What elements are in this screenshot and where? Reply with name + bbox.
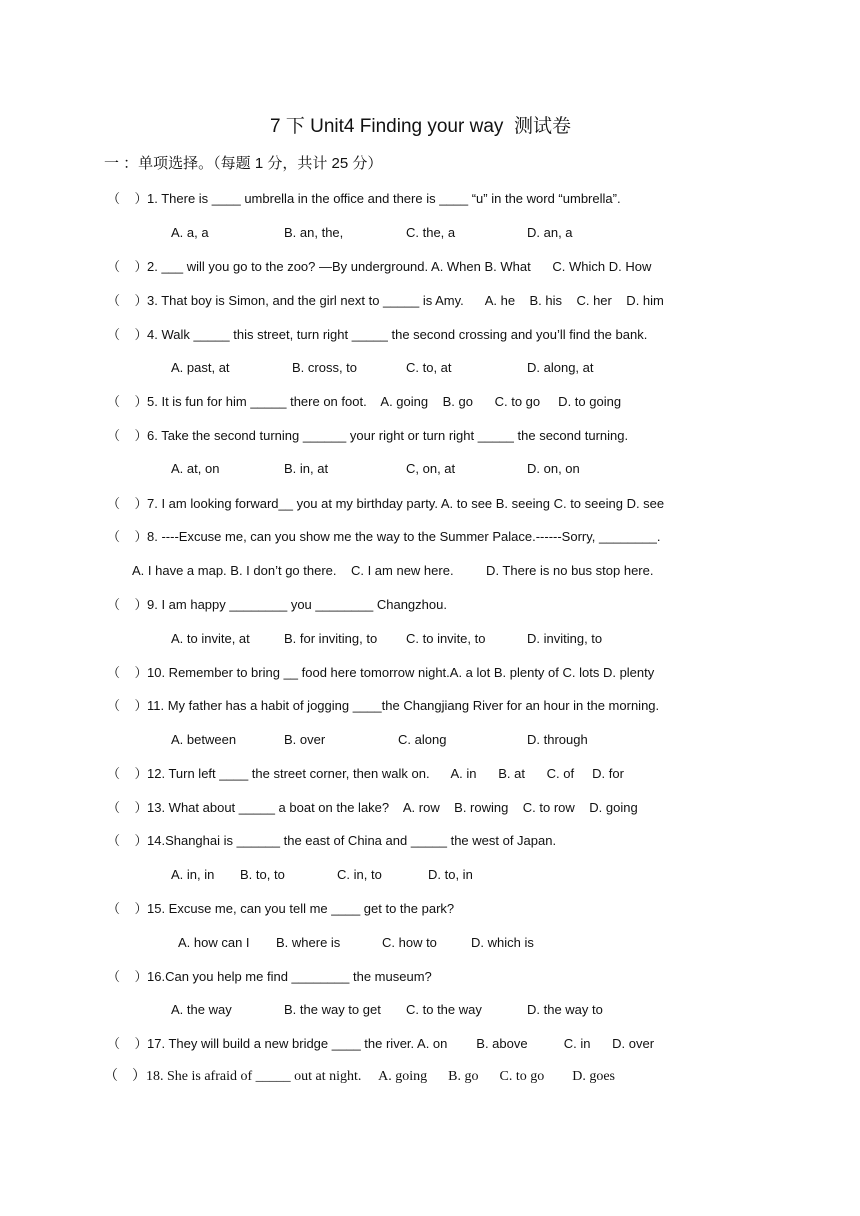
section-heading: 一 ：单项选择。（每题 1 分，共计 25 分） [104, 155, 383, 172]
question-11-option-b: B. over [284, 732, 326, 747]
question-3-paren: （ ） [107, 293, 148, 308]
question-13-paren: （ ） [107, 800, 148, 815]
question-10-paren: （ ） [107, 665, 148, 680]
question-13: 13. What about _____ a boat on the lake? A. row B. rowing C. to row D. going [147, 800, 638, 815]
question-4-paren: （ ） [107, 327, 148, 342]
question-11-option-c: C. along [398, 732, 447, 747]
question-16: 16.Can you help me find ________ the museum? [147, 969, 432, 984]
question-15: 15. Excuse me, can you tell me ____ get to the park? [147, 901, 455, 916]
question-8: 8. ----Excuse me, can you show me the way to the Summer Palace.------Sorry, ________. [147, 529, 661, 544]
question-9-paren: （ ） [107, 597, 148, 612]
question-14: 14.Shanghai is ______ the east of China and _____ the west of Japan. [147, 833, 557, 848]
question-14-option-d: D. to, in [428, 867, 473, 882]
question-8-options: A. I have a map. B. I don’t go there. C. I am new here. D. There is no bus stop here. [132, 563, 654, 578]
question-4-option-b: B. cross, to [292, 360, 358, 375]
question-14-option-a: A. in, in [171, 867, 215, 882]
question-17: 17. They will build a new bridge ____ the river. A. on B. above C. in D. over [147, 1036, 655, 1051]
question-9-option-a: A. to invite, at [171, 631, 250, 646]
question-9-option-c: C. to invite, to [406, 631, 486, 646]
question-9-option-d: D. inviting, to [527, 631, 603, 646]
question-7-paren: （ ） [107, 496, 148, 511]
question-18: 18. She is afraid of _____ out at night. A. going B. go C. to go D. goes [146, 1069, 615, 1084]
question-7: 7. I am looking forward__ you at my birthday party. A. to see B. seeing C. to seeing D. see [147, 496, 665, 511]
question-12-paren: （ ） [107, 766, 148, 781]
question-1: 1. There is ____ umbrella in the office and there is ____ “u” in the word “umbrella”. [147, 191, 621, 206]
question-8-paren: （ ） [107, 529, 148, 544]
question-6-option-a: A. at, on [171, 461, 220, 476]
question-9-option-b: B. for inviting, to [284, 631, 378, 646]
question-12: 12. Turn left ____ the street corner, then walk on. A. in B. at C. of D. for [147, 766, 624, 781]
question-15-option-b: B. where is [276, 935, 341, 950]
question-4-option-a: A. past, at [171, 360, 230, 375]
question-1-option-d: D. an, a [527, 225, 573, 240]
question-16-option-d: D. the way to [527, 1002, 603, 1017]
question-2-paren: （ ） [107, 259, 148, 274]
question-17-paren: （ ） [107, 1036, 148, 1051]
question-4-option-d: D. along, at [527, 360, 594, 375]
question-6: 6. Take the second turning ______ your right or turn right _____ the second turning. [147, 428, 629, 443]
question-1-option-b: B. an, the, [284, 225, 344, 240]
question-11: 11. My father has a habit of jogging ____the Changjiang River for an hour in the morning. [147, 698, 660, 713]
question-18-paren: （ ） [104, 1069, 146, 1084]
question-14-paren: （ ） [107, 833, 148, 848]
question-11-option-a: A. between [171, 732, 237, 747]
question-11-option-d: D. through [527, 732, 588, 747]
question-15-option-a: A. how can I [178, 935, 250, 950]
question-14-option-c: C. in, to [337, 867, 382, 882]
question-15-paren: （ ） [107, 901, 148, 916]
question-16-paren: （ ） [107, 969, 148, 984]
question-15-option-d: D. which is [471, 935, 534, 950]
question-4: 4. Walk _____ this street, turn right _____ the second crossing and you’ll find the bank. [147, 327, 648, 342]
question-10: 10. Remember to bring __ food here tomorrow night.A. a lot B. plenty of C. lots D. plenty [147, 665, 655, 680]
question-6-option-c: C, on, at [406, 461, 456, 476]
question-14-option-b: B. to, to [240, 867, 285, 882]
question-15-option-c: C. how to [382, 935, 437, 950]
question-16-option-a: A. the way [171, 1002, 232, 1017]
question-1-option-c: C. the, a [406, 225, 456, 240]
question-6-option-b: B. in, at [284, 461, 329, 476]
question-6-paren: （ ） [107, 428, 148, 443]
question-2: 2. ___ will you go to the zoo? —By underground. A. When B. What C. Which D. How [147, 259, 652, 274]
question-1-option-a: A. a, a [171, 225, 209, 240]
question-16-option-b: B. the way to get [284, 1002, 381, 1017]
question-6-option-d: D. on, on [527, 461, 580, 476]
question-1-paren: （ ） [107, 191, 148, 206]
question-3: 3. That boy is Simon, and the girl next to _____ is Amy. A. he B. his C. her D. him [147, 293, 664, 308]
question-16-option-c: C. to the way [406, 1002, 482, 1017]
question-11-paren: （ ） [107, 698, 148, 713]
question-5-paren: （ ） [107, 394, 148, 409]
question-5: 5. It is fun for him _____ there on foot. A. going B. go C. to go D. to going [147, 394, 622, 409]
question-9: 9. I am happy ________ you ________ Changzhou. [147, 597, 447, 612]
question-4-option-c: C. to, at [406, 360, 452, 375]
page-title: 7 下 Unit4 Finding your way 测试卷 [270, 116, 571, 137]
